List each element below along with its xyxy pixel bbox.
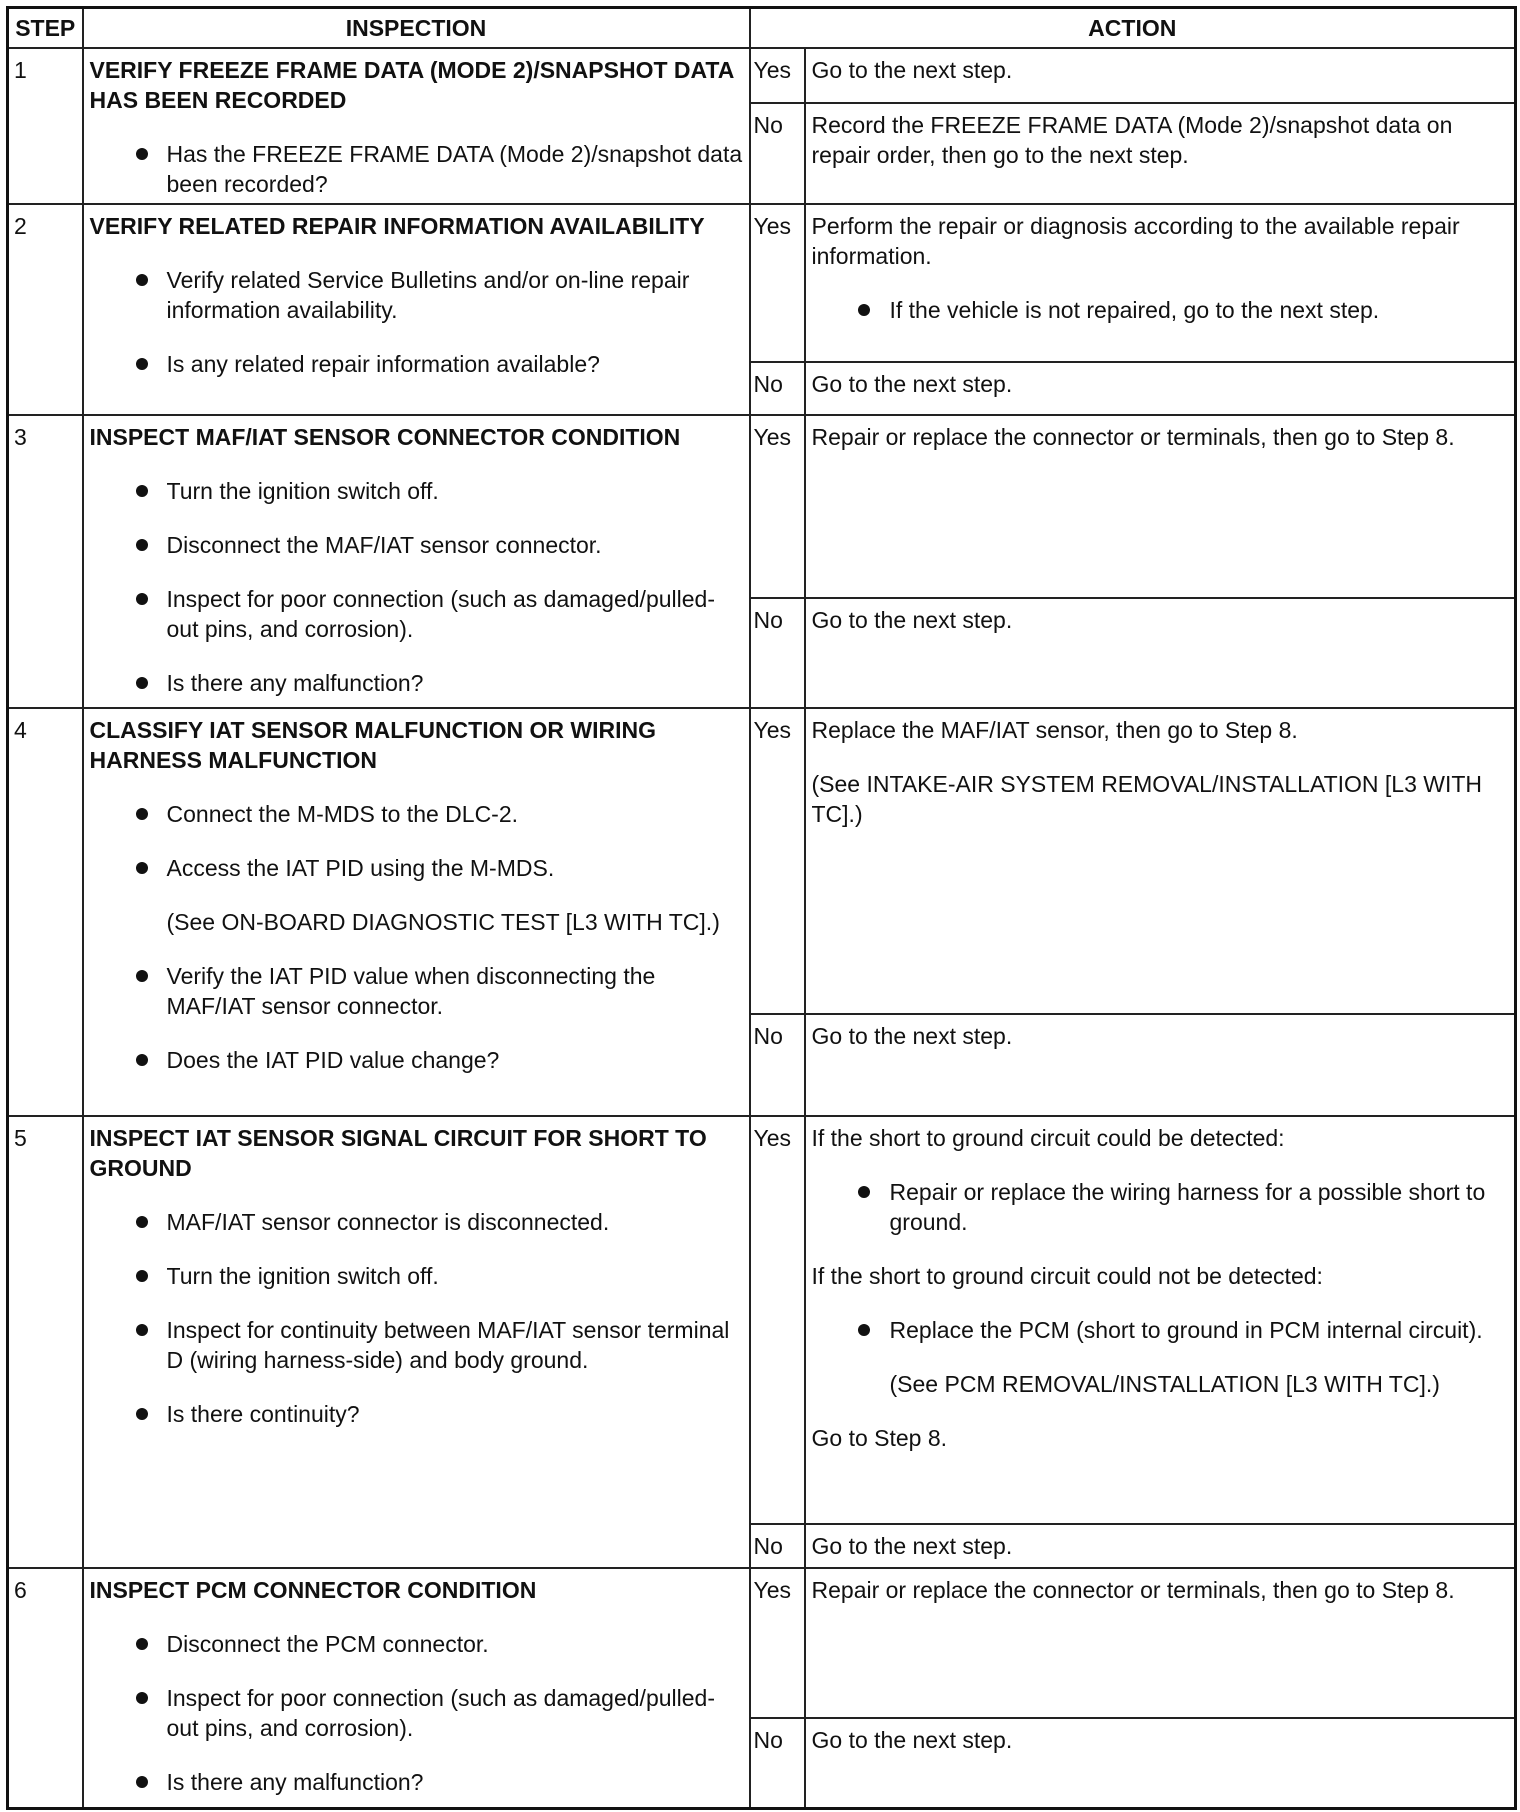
inspection-title: VERIFY RELATED REPAIR INFORMATION AVAILABILITY <box>89 213 705 239</box>
yes-label: Yes <box>750 48 805 103</box>
action-text: Go to the next step. <box>811 1533 1013 1559</box>
inspection-bullet: Verify the IAT PID value when disconnecting the MAF/IAT sensor connector. <box>90 961 743 1021</box>
inspection-cell <box>83 415 750 708</box>
inspection-bullet: Turn the ignition switch off. <box>90 476 743 506</box>
action-text: If the short to ground circuit could be detected: <box>811 1125 1285 1151</box>
yes-label: Yes <box>750 1568 805 1718</box>
inspection-bullets <box>90 139 743 199</box>
inspection-bullet: Disconnect the MAF/IAT sensor connector. <box>90 530 743 560</box>
action-text: Go to Step 8. <box>811 1425 948 1451</box>
inspection-bullet: Verify related Service Bulletins and/or on-line repair information availability. <box>90 265 743 325</box>
inspection-cell <box>83 708 750 1116</box>
yes-action-cell <box>805 1116 1516 1524</box>
yes-action-cell <box>805 415 1516 598</box>
no-action-cell <box>805 1524 1516 1568</box>
action-text: Repair or replace the connector or terminals, then go to Step 8. <box>811 424 1455 450</box>
no-action-cell <box>805 598 1516 708</box>
inspection-cell <box>83 204 750 415</box>
no-label: No <box>750 598 805 708</box>
yes-action-cell <box>805 48 1516 103</box>
table-row <box>8 204 1516 362</box>
reference-note: (See ON-BOARD DIAGNOSTIC TEST [L3 WITH TC].) <box>166 909 720 935</box>
inspection-bullet: Turn the ignition switch off. <box>90 1261 743 1291</box>
diagnostic-table <box>6 6 1517 1810</box>
inspection-bullets <box>90 799 743 1075</box>
inspection-bullets <box>90 1629 743 1797</box>
inspection-bullet: Is there any malfunction? <box>90 668 743 698</box>
no-label: No <box>750 362 805 415</box>
yes-action-cell <box>805 708 1516 1014</box>
inspection-title: INSPECT PCM CONNECTOR CONDITION <box>89 1577 537 1603</box>
no-label: No <box>750 103 805 204</box>
step-number: 2 <box>8 204 83 415</box>
action-text: Go to the next step. <box>811 1023 1013 1049</box>
header-row <box>8 8 1516 49</box>
inspection-bullet: Inspect for poor connection (such as damaged/pulled-out pins, and corrosion). <box>90 584 743 644</box>
action-bullet: Repair or replace the wiring harness for a possible short to ground. <box>812 1177 1509 1237</box>
inspection-bullets <box>90 1207 743 1429</box>
no-label: No <box>750 1524 805 1568</box>
no-action-cell <box>805 1718 1516 1808</box>
step-number: 3 <box>8 415 83 708</box>
no-action-cell <box>805 103 1516 204</box>
action-text: If the short to ground circuit could not be detected: <box>811 1263 1323 1289</box>
inspection-bullet: Is any related repair information available? <box>90 349 743 379</box>
yes-label: Yes <box>750 415 805 598</box>
inspection-bullets <box>90 476 743 698</box>
reference-note: (See INTAKE-AIR SYSTEM REMOVAL/INSTALLATION [L3 WITH TC].) <box>811 771 1483 827</box>
action-text: Go to the next step. <box>811 57 1013 83</box>
table-row <box>8 48 1516 103</box>
yes-action-cell <box>805 1568 1516 1718</box>
inspection-cell <box>83 48 750 204</box>
action-bullets <box>812 295 1509 325</box>
inspection-bullet: Disconnect the PCM connector. <box>90 1629 743 1659</box>
action-text: Perform the repair or diagnosis according to the available repair information. <box>811 213 1460 269</box>
diagnostic-procedure-sheet <box>6 6 1514 1806</box>
inspection-bullet: Does the IAT PID value change? <box>90 1045 743 1075</box>
table-row <box>8 708 1516 1014</box>
inspection-bullet: Connect the M-MDS to the DLC-2. <box>90 799 743 829</box>
action-bullets <box>812 1177 1509 1237</box>
yes-label: Yes <box>750 204 805 362</box>
inspection-cell <box>83 1116 750 1568</box>
inspection-bullet <box>90 853 743 937</box>
inspection-bullet: MAF/IAT sensor connector is disconnected. <box>90 1207 743 1237</box>
action-text: Go to the next step. <box>811 1727 1013 1753</box>
table-row <box>8 415 1516 598</box>
no-label: No <box>750 1718 805 1808</box>
action-text: Repair or replace the connector or terminals, then go to Step 8. <box>811 1577 1455 1603</box>
inspection-title: INSPECT IAT SENSOR SIGNAL CIRCUIT FOR SHORT TO GROUND <box>89 1125 707 1181</box>
reference-note: (See PCM REMOVAL/INSTALLATION [L3 WITH TC].) <box>889 1371 1440 1397</box>
yes-action-cell <box>805 204 1516 362</box>
header-step: STEP <box>8 8 83 49</box>
header-action: ACTION <box>750 8 1516 49</box>
step-number: 5 <box>8 1116 83 1568</box>
inspection-bullet: Has the FREEZE FRAME DATA (Mode 2)/snapshot data been recorded? <box>90 139 743 199</box>
yes-label: Yes <box>750 1116 805 1524</box>
inspection-title: VERIFY FREEZE FRAME DATA (MODE 2)/SNAPSHOT DATA HAS BEEN RECORDED <box>89 57 734 113</box>
no-label: No <box>750 1014 805 1116</box>
inspection-bullet: Inspect for continuity between MAF/IAT sensor terminal D (wiring harness-side) and body ground. <box>90 1315 743 1375</box>
action-text: Go to the next step. <box>811 371 1013 397</box>
inspection-title: INSPECT MAF/IAT SENSOR CONNECTOR CONDITION <box>89 424 681 450</box>
step-number: 4 <box>8 708 83 1116</box>
step-number: 1 <box>8 48 83 204</box>
header-inspection: INSPECTION <box>83 8 750 49</box>
inspection-title: CLASSIFY IAT SENSOR MALFUNCTION OR WIRING HARNESS MALFUNCTION <box>89 717 656 773</box>
table-row <box>8 1568 1516 1718</box>
inspection-bullet: Inspect for poor connection (such as damaged/pulled-out pins, and corrosion). <box>90 1683 743 1743</box>
step-number: 6 <box>8 1568 83 1808</box>
bullet-text: Access the IAT PID using the M-MDS. <box>166 855 555 881</box>
action-text: Replace the MAF/IAT sensor, then go to Step 8. <box>811 717 1298 743</box>
no-action-cell <box>805 362 1516 415</box>
action-text: Record the FREEZE FRAME DATA (Mode 2)/snapshot data on repair order, then go to the next step. <box>811 111 1453 168</box>
bullet-text: Replace the PCM (short to ground in PCM internal circuit). <box>889 1317 1483 1343</box>
action-bullets <box>812 1315 1509 1399</box>
table-row <box>8 1116 1516 1524</box>
inspection-bullets <box>90 265 743 379</box>
action-bullet: If the vehicle is not repaired, go to the next step. <box>812 295 1509 325</box>
inspection-bullet: Is there any malfunction? <box>90 1767 743 1797</box>
inspection-bullet: Is there continuity? <box>90 1399 743 1429</box>
inspection-cell <box>83 1568 750 1808</box>
action-bullet <box>812 1315 1509 1399</box>
action-text: Go to the next step. <box>811 607 1013 633</box>
no-action-cell <box>805 1014 1516 1116</box>
yes-label: Yes <box>750 708 805 1014</box>
